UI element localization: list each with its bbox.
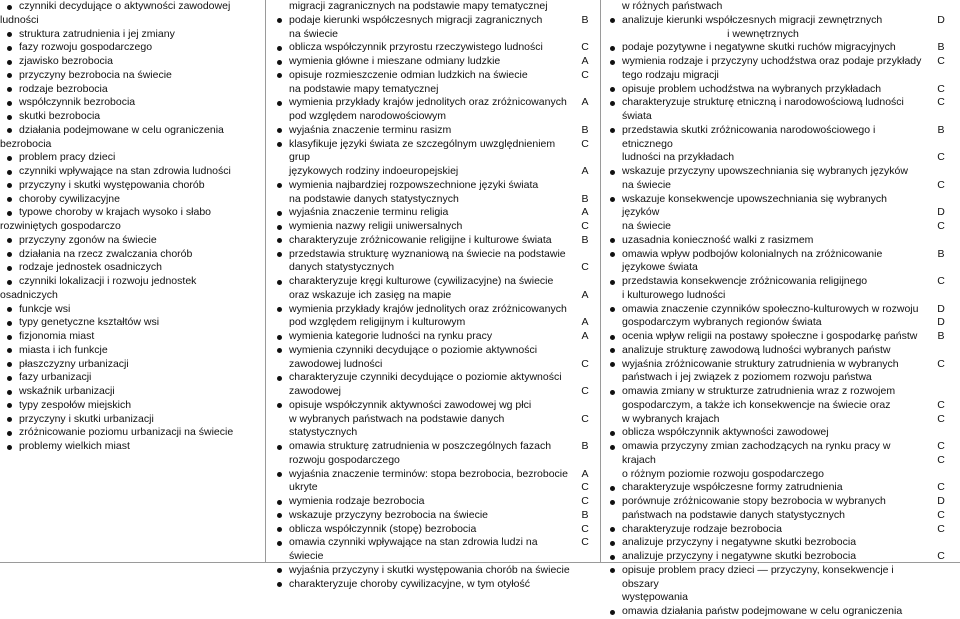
grade-letter <box>930 234 952 248</box>
grade-letter <box>574 344 596 358</box>
bullet-item-continuation: tego rodzaju migracji <box>622 68 719 81</box>
bullet-item: charakteryzuje strukturę etniczną i narodowościową ludności <box>603 96 923 110</box>
grade-letter <box>574 110 596 124</box>
bullet-item: omawia działania państw podejmowane w celu ograniczenia <box>603 605 923 619</box>
bullet-item: typy genetyczne kształtów wsi <box>0 316 263 330</box>
grade-letter: C <box>581 495 589 507</box>
grade-letter: B <box>581 123 589 136</box>
bullet-item: analizuje strukturę zawodową ludności wybranych państw <box>603 344 923 358</box>
bullet-item-continuation: na świecie <box>622 178 672 191</box>
grade-letter <box>574 0 596 14</box>
bullet-item: wskazuje przyczyny upowszechniania się wybranych języków <box>603 165 923 179</box>
grade-letter <box>574 275 596 289</box>
bullet-item: oblicza współczynnik (stopę) bezrobocia <box>270 523 570 537</box>
bullet-item: przyczyny i skutki urbanizacji <box>0 413 263 427</box>
grade-letter <box>930 385 952 399</box>
bullet-item: typy zespołów miejskich <box>0 399 263 413</box>
grade-letter: C <box>937 453 945 466</box>
bullet-item: charakteryzuje zróżnicowanie religijne i kulturowe świata <box>270 234 570 248</box>
grade-letter <box>574 371 596 385</box>
bullet-item: współczynnik bezrobocia <box>0 96 263 110</box>
bullet-item-continuation: świata <box>622 110 652 122</box>
grade-letter <box>930 426 952 440</box>
bullet-item: omawia znaczenie czynników społeczno-kulturowych w rozwoju <box>603 303 923 317</box>
grade-letter: C <box>937 357 945 370</box>
bullet-item-continuation: rozwiniętych gospodarczo <box>0 220 121 232</box>
bullet-item: działania na rzecz zwalczania chorób <box>0 248 263 262</box>
bullet-item-continuation: na podstawie danych statystycznych <box>289 192 459 205</box>
grade-letter <box>930 468 952 482</box>
column-divider-2 <box>600 0 601 563</box>
bullet-item: wymienia główne i mieszane odmiany ludzkie <box>270 55 570 69</box>
bullet-item-continuation: zawodowej ludności <box>289 357 383 370</box>
grade-letter <box>574 454 596 468</box>
bullet-item: wskazuje przyczyny bezrobocia na świecie <box>270 509 570 523</box>
bullet-item-continuation: ukryte <box>289 481 318 494</box>
grade-letter: C <box>581 220 589 232</box>
bullet-item: wymienia rodzaje i przyczyny uchodźstwa oraz podaje przykłady <box>603 55 923 69</box>
bullet-item-continuation: państwach i jej związek z poziomem rozwoju państwa <box>622 371 872 384</box>
bullet-item: typowe choroby w krajach wysoko i słabo <box>0 206 263 220</box>
grade-letter: C <box>937 508 945 521</box>
bullet-item: opisuje współczynnik aktywności zawodowej wg płci <box>270 399 570 413</box>
grade-letter: B <box>581 233 589 246</box>
bullet-item: opisuje problem uchodźstwa na wybranych przykładach <box>603 83 923 97</box>
grade-letter <box>574 28 596 42</box>
bullet-item: wymienia czynniki decydujące o poziomie aktywności <box>270 344 570 358</box>
grade-letter: C <box>937 481 945 494</box>
bullet-item: porównuje zróżnicowanie stopy bezrobocia w wybranych <box>603 495 923 509</box>
bullet-item: czynniki lokalizacji i rozwoju jednostek <box>0 275 263 289</box>
grade-letter: D <box>937 302 945 315</box>
grade-letter: C <box>581 522 589 535</box>
grade-letter: A <box>581 96 589 109</box>
bullet-item: omawia zmiany w strukturze zatrudnienia wraz z rozwojem <box>603 385 923 399</box>
grade-letter: C <box>581 68 589 81</box>
bullet-item: choroby cywilizacyjne <box>0 193 263 207</box>
bullet-item: wyjaśnia znaczenie terminów: stopa bezrobocia, bezrobocie <box>270 468 570 482</box>
grade-letter: C <box>937 55 945 67</box>
grade-letter: C <box>937 96 945 109</box>
bullet-item: omawia strukturę zatrudnienia w poszczególnych fazach <box>270 440 570 454</box>
bullet-item: przedstawia strukturę wyznaniową na świecie na podstawie <box>270 248 570 262</box>
bullet-item: oblicza współczynnik aktywności zawodowej <box>603 426 923 440</box>
grade-letter: B <box>937 247 945 260</box>
grade-letter: C <box>937 522 945 535</box>
grade-letter: D <box>937 316 945 329</box>
bullet-item: charakteryzuje rodzaje bezrobocia <box>603 523 923 537</box>
bullet-item: opisuje rozmieszczenie odmian ludzkich na świecie <box>270 69 570 83</box>
grade-letter <box>930 344 952 358</box>
grade-letter: C <box>937 178 945 191</box>
grade-letter: C <box>937 398 945 411</box>
requirements-column-extended <box>603 0 923 619</box>
bullet-item: wyjaśnia znaczenie terminu rasizm <box>270 124 570 138</box>
grade-letter: C <box>937 220 945 232</box>
grade-letter: B <box>581 13 589 26</box>
grade-letter <box>574 399 596 413</box>
bullet-item-continuation: i wewnętrznych <box>727 27 799 40</box>
grade-letter: B <box>937 123 945 136</box>
bullet-item: wymienia nazwy religii uniwersalnych <box>270 220 570 234</box>
grade-letter: A <box>581 330 589 342</box>
grade-letter: C <box>937 151 945 164</box>
bullet-item: analizuje przyczyny i negatywne skutki bezrobocia <box>603 550 923 564</box>
grade-letter: C <box>937 550 945 562</box>
grade-letter: C <box>937 82 945 95</box>
bullet-item: oblicza współczynnik przyrostu rzeczywistego ludności <box>270 41 570 55</box>
bullet-item: klasyfikuje języki świata ze szczególnym uwzględnieniem grup <box>270 138 570 166</box>
bullet-item: czynniki wpływające na stan zdrowia ludności <box>0 165 263 179</box>
grade-letter: C <box>937 440 945 452</box>
bullet-item-continuation: o różnym poziomie rozwoju gospodarczego <box>622 467 824 480</box>
grade-letter <box>930 69 952 83</box>
bullet-item: wskaźnik urbanizacji <box>0 385 263 399</box>
grade-letter: C <box>581 536 589 549</box>
grade-letter: C <box>581 481 589 494</box>
bullet-item-continuation: pod względem religijnym i kulturowym <box>289 316 466 329</box>
bullet-item: przyczyny i skutki występowania chorób <box>0 179 263 193</box>
grade-letter: C <box>581 137 589 150</box>
grade-letter <box>930 0 952 14</box>
grade-letter <box>574 179 596 193</box>
bullet-item: struktura zatrudnienia i jej zmiany <box>0 28 263 42</box>
bullet-item: opisuje problem pracy dzieci — przyczyny, konsekwencje i obszary <box>603 564 923 592</box>
bullet-item: przyczyny bezrobocia na świecie <box>0 69 263 83</box>
bullet-item-continuation: bezrobocia <box>0 137 52 150</box>
grade-letter: C <box>581 357 589 370</box>
grade-letter: B <box>581 440 589 452</box>
bullet-item: problemy wielkich miast <box>0 440 263 454</box>
bullet-item-continuation: gospodarczym wybranych regionów świata <box>622 316 822 329</box>
grade-letter: C <box>581 41 589 54</box>
bullet-item: zjawisko bezrobocia <box>0 55 263 69</box>
grade-letter: B <box>581 508 589 521</box>
bullet-item-continuation: zawodowej <box>289 385 341 397</box>
bullet-item: problem pracy dzieci <box>0 151 263 165</box>
grade-letter <box>930 110 952 124</box>
grade-letter: B <box>937 41 945 54</box>
bullet-item: charakteryzuje choroby cywilizacyjne, w tym otyłość <box>270 578 570 592</box>
bullet-item: podaje pozytywne i negatywne skutki ruchów migracyjnych <box>603 41 923 55</box>
bullet-item: wyjaśnia zróżnicowanie struktury zatrudnienia w wybranych <box>603 358 923 372</box>
bullet-item: wyjaśnia znaczenie terminu religia <box>270 206 570 220</box>
grade-letter: B <box>581 192 589 205</box>
bullet-item: zróżnicowanie poziomu urbanizacji na świecie <box>0 426 263 440</box>
bullet-item-continuation: ludności na przykładach <box>622 151 735 164</box>
bullet-item: analizuje przyczyny i negatywne skutki bezrobocia <box>603 536 923 550</box>
grade-letter <box>574 151 596 165</box>
bullet-item-continuation: językowe świata <box>622 261 698 274</box>
grade-letter <box>930 165 952 179</box>
grade-letter <box>930 28 952 42</box>
bullet-item-continuation: oraz wskazuje ich zasięg na mapie <box>289 288 452 301</box>
bullet-item: funkcje wsi <box>0 303 263 317</box>
bullet-item-continuation: w różnych państwach <box>622 0 723 12</box>
grade-letter: D <box>937 495 945 507</box>
grade-letter: A <box>581 316 589 329</box>
bullet-item: omawia czynniki wpływające na stan zdrowia ludzi na świecie <box>270 536 570 564</box>
bullet-item: czynniki decydujące o aktywności zawodowej <box>0 0 263 14</box>
grade-letter: C <box>937 412 945 425</box>
bullet-item: fazy urbanizacji <box>0 371 263 385</box>
grade-letter <box>574 83 596 97</box>
grade-letter <box>930 193 952 207</box>
grade-letter: A <box>581 165 589 177</box>
bullet-item: charakteryzuje kręgi kulturowe (cywilizacyjne) na świecie <box>270 275 570 289</box>
grade-letter: A <box>581 467 589 480</box>
bullet-item-continuation: osadniczych <box>0 288 58 301</box>
grade-letter <box>930 138 952 152</box>
bullet-item: skutki bezrobocia <box>0 110 263 124</box>
bullet-item: miasta i ich funkcje <box>0 344 263 358</box>
grade-letter <box>574 426 596 440</box>
grade-letter: A <box>581 55 589 67</box>
bullet-item: omawia wpływ podbojów kolonialnych na zróżnicowanie <box>603 248 923 262</box>
bullet-item: rodzaje bezrobocia <box>0 83 263 97</box>
column-divider-1 <box>265 0 266 563</box>
bullet-item: przedstawia skutki zróżnicowania narodowościowego i etnicznego <box>603 124 923 152</box>
bullet-item-continuation: językowych rodziny indoeuropejskiej <box>289 165 459 177</box>
bullet-item-continuation: w wybranych krajach <box>622 412 720 425</box>
bullet-item: płaszczyzny urbanizacji <box>0 358 263 372</box>
bullet-item: uzasadnia konieczność walki z rasizmem <box>603 234 923 248</box>
grade-letter: C <box>581 385 589 397</box>
bullet-item: wymienia przykłady krajów jednolitych oraz zróżnicowanych <box>270 96 570 110</box>
bullet-item-continuation: pod względem narodowościowym <box>289 110 446 122</box>
grade-letter: C <box>581 261 589 274</box>
grade-letter: D <box>937 206 945 219</box>
bullet-item: rodzaje jednostek osadniczych <box>0 261 263 275</box>
bullet-item: charakteryzuje współczesne formy zatrudnienia <box>603 481 923 495</box>
requirements-column-basic <box>270 0 570 591</box>
bullet-item: wyjaśnia przyczyny i skutki występowania chorób na świecie <box>270 564 570 578</box>
grade-letter: C <box>937 275 945 287</box>
bullet-item: wymienia kategorie ludności na rynku pracy <box>270 330 570 344</box>
grade-letter <box>930 289 952 303</box>
bullet-item-continuation: na świecie <box>622 220 672 232</box>
grade-letter <box>930 371 952 385</box>
bullet-item: fazy rozwoju gospodarczego <box>0 41 263 55</box>
grade-letter: A <box>581 288 589 301</box>
bullet-item-continuation: występowania <box>622 591 688 604</box>
grade-letter <box>930 261 952 275</box>
bullet-item: wymienia przykłady krajów jednolitych oraz zróżnicowanych <box>270 303 570 317</box>
bullet-item: fizjonomia miast <box>0 330 263 344</box>
bullet-item-continuation: w wybranych państwach na podstawie danych statystycznych <box>289 412 505 439</box>
bullet-item: analizuje kierunki współczesnych migracji zewnętrznych <box>603 14 923 28</box>
grade-letter: A <box>581 206 589 219</box>
topics-column <box>0 0 263 454</box>
bullet-item: wymienia najbardziej rozpowszechnione języki świata <box>270 179 570 193</box>
grade-column-extended <box>930 0 952 564</box>
bullet-item-continuation: migracji zagranicznych na podstawie mapy tematycznej <box>289 0 548 12</box>
grade-letter: D <box>937 13 945 26</box>
bullet-item-continuation: gospodarczym, a także ich konsekwencje na świecie oraz <box>622 398 891 411</box>
bullet-item: wymienia rodzaje bezrobocia <box>270 495 570 509</box>
grade-letter <box>574 303 596 317</box>
bullet-item-continuation: i kulturowego ludności <box>622 288 726 301</box>
bullet-item: działania podejmowane w celu ograniczenia <box>0 124 263 138</box>
bullet-item: przedstawia konsekwencje zróżnicowania religijnego <box>603 275 923 289</box>
bullet-item-continuation: danych statystycznych <box>289 261 395 274</box>
bullet-item-continuation: na świecie <box>289 27 339 40</box>
bullet-item: wskazuje konsekwencje upowszechniania się wybranych języków <box>603 193 923 221</box>
bullet-item: omawia przyczyny zmian zachodzących na rynku pracy w krajach <box>603 440 923 468</box>
bullet-item-continuation: państwach na podstawie danych statystycznych <box>622 508 845 521</box>
bullet-item-continuation: rozwoju gospodarczego <box>289 453 400 466</box>
bullet-item: ocenia wpływ religii na postawy społeczne i gospodarkę państw <box>603 330 923 344</box>
grade-letter <box>574 248 596 262</box>
bullet-item: podaje kierunki współczesnych migracji zagranicznych <box>270 14 570 28</box>
grade-letter: C <box>581 412 589 425</box>
bullet-item-continuation: ludności <box>0 13 39 26</box>
bullet-item: charakteryzuje czynniki decydujące o poziomie aktywności <box>270 371 570 385</box>
bullet-item-continuation: na podstawie mapy tematycznej <box>289 82 439 95</box>
grade-column-basic <box>574 0 596 550</box>
bullet-item: przyczyny zgonów na świecie <box>0 234 263 248</box>
grade-letter: B <box>937 330 945 342</box>
grade-letter <box>930 536 952 550</box>
